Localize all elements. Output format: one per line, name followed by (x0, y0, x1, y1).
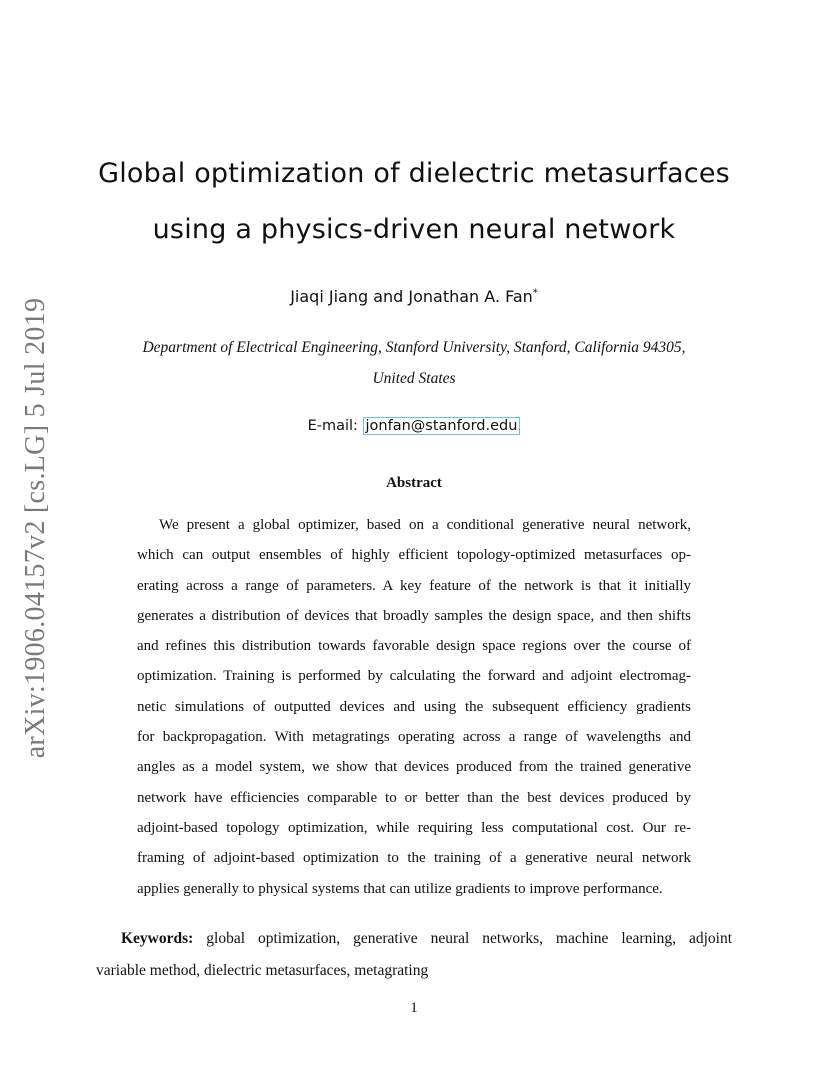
email-label: E-mail: (307, 418, 358, 434)
abstract-line: erating across a range of parameters. A key feature of the network is that it initially (137, 577, 691, 594)
abstract-line: netic simulations of outputted devices and using the subsequent efficiency gradients (137, 698, 691, 715)
abstract-line: for backpropagation. With metagratings operating across a range of wavelengths and (137, 729, 691, 746)
keywords-line-2: variable method, dielectric metasurfaces, metagrating (96, 962, 429, 979)
abstract-body (137, 510, 691, 904)
abstract-heading: Abstract (386, 475, 442, 491)
affiliation-line-2: United States (372, 370, 456, 387)
email-link[interactable]: jonfan@stanford.edu (363, 417, 521, 435)
abstract-line: optimization. Training is performed by calculating the forward and adjoint electromag- (137, 668, 691, 685)
keywords-line-1 (96, 923, 732, 955)
keywords-label: Keywords: (121, 930, 194, 947)
affiliation-line-1: Department of Electrical Engineering, Stanford University, Stanford, California 94305, (142, 339, 686, 356)
abstract-line: generates a distribution of devices that broadly samples the design space, and then shifts (137, 607, 691, 624)
paper-title-line-1: Global optimization of dielectric metasurfaces (98, 158, 730, 189)
abstract-line: We present a global optimizer, based on a conditional generative neural network, (159, 517, 691, 533)
keywords-section (96, 923, 732, 987)
author-list (0, 287, 828, 306)
abstract-line: and refines this distribution towards favorable design space regions over the course of (137, 638, 691, 655)
keywords-text-1: global optimization, generative neural networks, machine learning, adjoint (206, 930, 733, 947)
corresponding-author-mark: * (532, 287, 538, 299)
author-names: Jiaqi Jiang and Jonathan A. Fan (290, 287, 533, 306)
abstract-line: angles as a model system, we show that devices produced from the trained generative (137, 759, 691, 776)
page-number: 1 (410, 1000, 418, 1016)
abstract-line: framing of adjoint-based optimization to the training of a generative neural network (137, 850, 691, 867)
arxiv-identifier-stamp: arXiv:1906.04157v2 [cs.LG] 5 Jul 2019 (20, 297, 51, 759)
abstract-line: network have efficiencies comparable to or better than the best devices produced by (137, 789, 691, 806)
abstract-line: adjoint-based topology optimization, while requiring less computational cost. Our re- (137, 819, 691, 836)
abstract-line: applies generally to physical systems that can utilize gradients to improve performance. (137, 880, 663, 897)
abstract-line: which can output ensembles of highly efficient topology-optimized metasurfaces op- (137, 547, 691, 564)
contact-email (0, 418, 828, 434)
paper-title-line-2: using a physics-driven neural network (152, 214, 676, 245)
